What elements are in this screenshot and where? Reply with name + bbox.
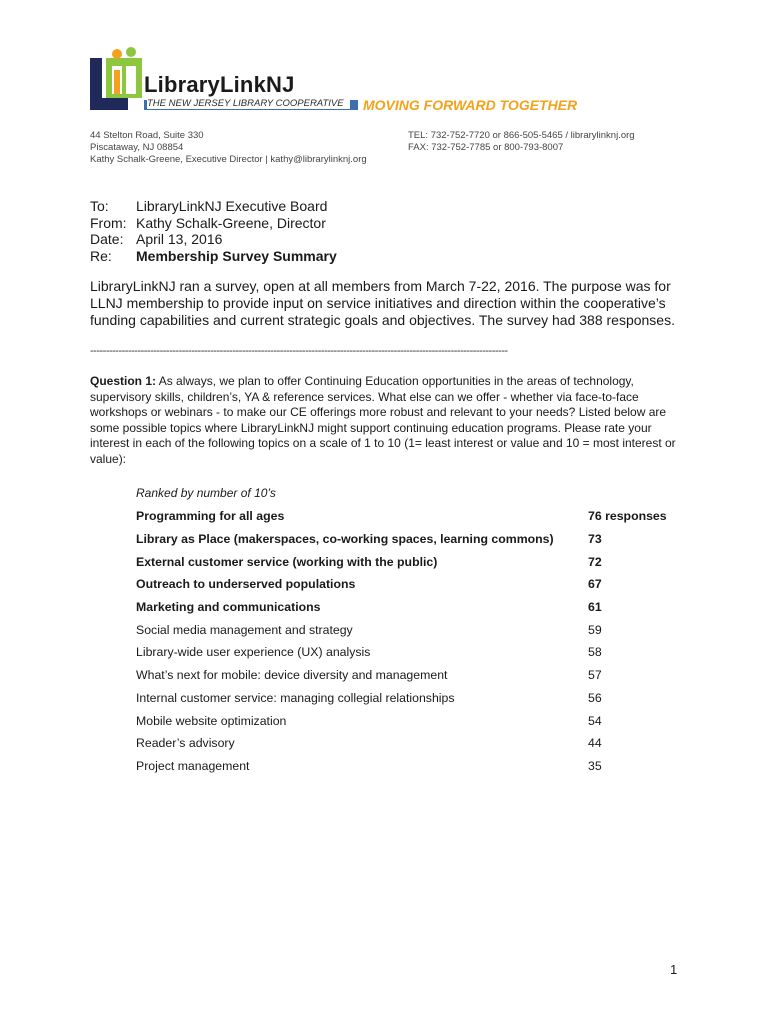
value-cell: 35 xyxy=(588,758,602,773)
memo-re xyxy=(90,248,337,265)
table-row xyxy=(136,755,676,778)
tagline: MOVING FORWARD TOGETHER xyxy=(363,97,578,113)
address-block xyxy=(90,130,367,166)
table-row xyxy=(136,573,676,596)
topic-cell: Internal customer service: managing collegial relationships xyxy=(136,690,455,705)
question-text: As always, we plan to offer Continuing Education opportunities in the areas of technology, supervisory skills, children’s, YA & reference services. What else can we offer - whether via face-to-face workshops or webinars - to make our CE offerings more robust and relevant to your needs? Listed below are some possible topics where LibraryLinkNJ might support continuing education programs. Please rate your interest in each of the following topics on a scale of 1 to 10 (1= least interest or value and 10 = most interest or value): xyxy=(90,374,676,466)
question-paragraph xyxy=(90,374,680,467)
memo-re-value: Membership Survey Summary xyxy=(136,247,337,264)
logo-subtitle: THE NEW JERSEY LIBRARY COOPERATIVE xyxy=(147,98,350,109)
topic-cell: What’s next for mobile: device diversity and management xyxy=(136,668,448,683)
value-cell: 61 xyxy=(588,600,602,615)
topic-cell: Project management xyxy=(136,758,250,773)
value-cell: 54 xyxy=(588,713,602,728)
value-cell: 59 xyxy=(588,622,602,637)
topic-cell: Programming for all ages xyxy=(136,509,285,524)
table-row xyxy=(136,664,676,687)
rankings-table xyxy=(136,505,676,777)
page-number: 1 xyxy=(670,962,678,977)
value-cell: 67 xyxy=(588,577,602,592)
value-cell: 76 responses xyxy=(588,509,667,524)
table-row xyxy=(136,732,676,755)
table-row xyxy=(136,596,676,619)
memo-date xyxy=(90,231,337,248)
value-cell: 58 xyxy=(588,645,602,660)
value-cell: 56 xyxy=(588,690,602,705)
topic-cell: Outreach to underserved populations xyxy=(136,577,356,592)
address-line: 44 Stelton Road, Suite 330 xyxy=(90,130,204,141)
question-label: Question 1: xyxy=(90,374,157,388)
memo-date-value: April 13, 2016 xyxy=(136,231,223,247)
logo-name: LibraryLinkNJ xyxy=(144,72,295,97)
memo-from-value: Kathy Schalk-Greene, Director xyxy=(136,214,326,231)
value-cell: 73 xyxy=(588,532,602,547)
table-row xyxy=(136,618,676,641)
topic-cell: Library-wide user experience (UX) analysis xyxy=(136,645,371,660)
table-row xyxy=(136,550,676,573)
memo-header xyxy=(90,198,337,264)
table-row xyxy=(136,528,676,551)
contact-line: FAX: 732-752-7785 or 800-793-8007 xyxy=(408,142,564,153)
contact-line: TEL: 732-752-7720 or 866-505-5465 / librarylinknj.org xyxy=(408,130,635,141)
address-line: Piscataway, NJ 08854 xyxy=(90,142,184,153)
value-cell: 44 xyxy=(588,736,602,751)
topic-cell: Reader’s advisory xyxy=(136,736,235,751)
intro-paragraph: LibraryLinkNJ ran a survey, open at all members from March 7-22, 2016. The purpose was for LLNJ membership to provide input on service initiatives and direction within the cooperative’s funding capabilities and current strategic goals and objectives. The survey had 388 responses. xyxy=(90,278,675,328)
topic-cell: Social media management and strategy xyxy=(136,622,353,637)
topic-cell: Library as Place (makerspaces, co-working spaces, learning commons) xyxy=(136,532,554,547)
table-row xyxy=(136,641,676,664)
memo-date-label: Date: xyxy=(90,231,124,247)
topic-cell: External customer service (working with the public) xyxy=(136,554,438,569)
memo-to xyxy=(90,198,337,215)
library-link-logo-icon xyxy=(90,46,146,110)
table-row xyxy=(136,687,676,710)
value-cell: 57 xyxy=(588,668,602,683)
ranked-title: Ranked by number of 10’s xyxy=(136,486,276,500)
table-row xyxy=(136,505,676,528)
contact-block xyxy=(408,130,635,154)
memo-to-label: To: xyxy=(90,198,109,214)
topic-cell: Marketing and communications xyxy=(136,600,321,615)
memo-re-label: Re: xyxy=(90,247,112,264)
address-line: Kathy Schalk-Greene, Executive Director | kathy@librarylinknj.org xyxy=(90,154,367,165)
memo-from xyxy=(90,215,337,232)
value-cell: 72 xyxy=(588,554,602,569)
topic-cell: Mobile website optimization xyxy=(136,713,287,728)
memo-to-value: LibraryLinkNJ Executive Board xyxy=(136,198,328,214)
memo-from-label: From: xyxy=(90,214,127,231)
divider: ------------------------------------------------------------------------------------------------------------------------------------ xyxy=(90,345,508,357)
table-row xyxy=(136,709,676,732)
